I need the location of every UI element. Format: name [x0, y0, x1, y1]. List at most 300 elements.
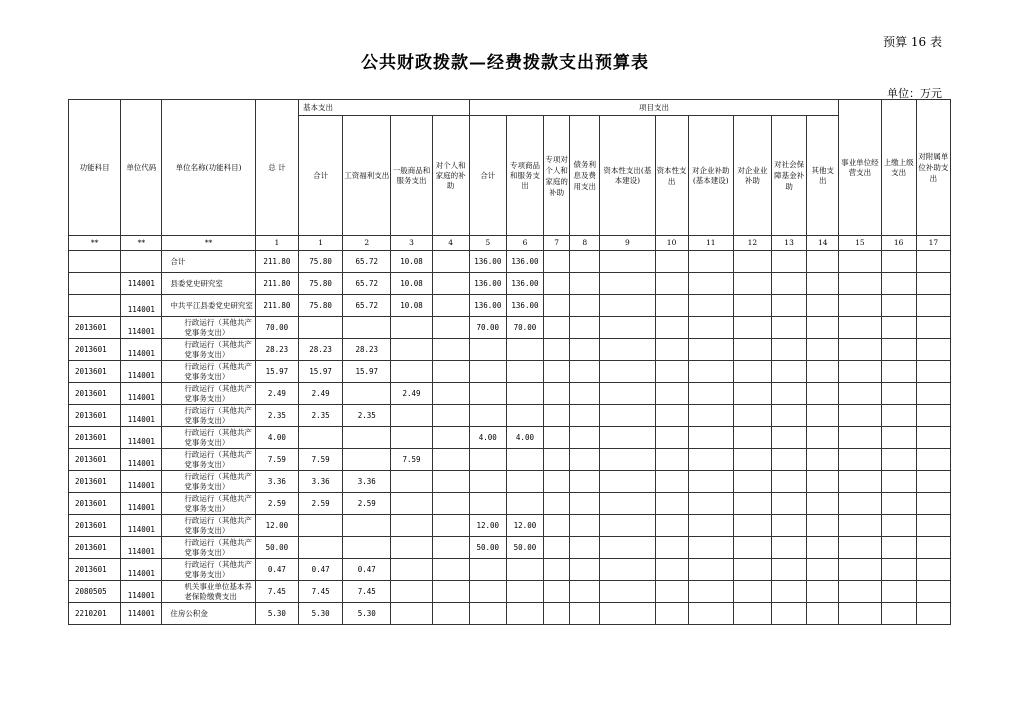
personal-cell — [432, 427, 469, 449]
unit-code-cell — [121, 251, 162, 273]
wages-cell — [343, 317, 391, 339]
empty-cell — [916, 405, 950, 427]
empty-cell — [570, 493, 600, 515]
empty-cell — [807, 537, 839, 559]
empty-cell — [881, 405, 916, 427]
goods-cell — [391, 361, 432, 383]
empty-cell — [916, 427, 950, 449]
func-subject-cell: 2013601 — [69, 339, 121, 361]
header-personal: 对个人和家庭的补助 — [432, 116, 469, 236]
empty-cell — [839, 493, 881, 515]
empty-cell — [600, 251, 655, 273]
empty-cell — [544, 383, 570, 405]
empty-cell — [544, 317, 570, 339]
basic-total-cell: 75.80 — [299, 295, 343, 317]
empty-cell — [688, 493, 733, 515]
empty-cell — [807, 581, 839, 603]
empty-cell — [881, 493, 916, 515]
basic-total-cell: 3.36 — [299, 471, 343, 493]
header-business: 事业单位经营支出 — [839, 100, 881, 236]
table-row — [69, 339, 951, 361]
empty-cell — [772, 361, 807, 383]
empty-cell — [570, 471, 600, 493]
empty-cell — [688, 603, 733, 625]
empty-cell — [733, 581, 771, 603]
unit-code-cell: 114001 — [121, 339, 162, 361]
index-cell: 16 — [881, 236, 916, 251]
goods-cell — [391, 537, 432, 559]
empty-cell — [655, 251, 688, 273]
header-affiliated: 对附属单位补助支出 — [916, 100, 950, 236]
goods-cell — [391, 317, 432, 339]
total-cell: 2.49 — [255, 383, 298, 405]
wages-cell — [343, 427, 391, 449]
empty-cell — [733, 449, 771, 471]
wages-cell: 7.45 — [343, 581, 391, 603]
table-row — [69, 493, 951, 515]
table-row — [69, 383, 951, 405]
personal-cell — [432, 515, 469, 537]
header-special-personal: 专项对个人和家庭的补助 — [544, 116, 570, 236]
empty-cell — [807, 317, 839, 339]
empty-cell — [807, 427, 839, 449]
empty-cell — [772, 603, 807, 625]
unit-code-cell: 114001 — [121, 295, 162, 317]
empty-cell — [839, 383, 881, 405]
empty-cell — [807, 339, 839, 361]
header-total: 总 计 — [255, 100, 298, 236]
special-goods-cell — [506, 471, 543, 493]
table-row — [69, 361, 951, 383]
func-subject-cell: 2013601 — [69, 383, 121, 405]
project-total-cell — [469, 493, 506, 515]
goods-cell: 10.08 — [391, 251, 432, 273]
empty-cell — [772, 339, 807, 361]
empty-cell — [688, 471, 733, 493]
empty-cell — [881, 471, 916, 493]
basic-total-cell: 75.80 — [299, 251, 343, 273]
index-cell: 13 — [772, 236, 807, 251]
empty-cell — [916, 273, 950, 295]
wages-cell — [343, 449, 391, 471]
unit-code-cell: 114001 — [121, 515, 162, 537]
table-row — [69, 603, 951, 625]
empty-cell — [544, 295, 570, 317]
empty-cell — [688, 405, 733, 427]
empty-cell — [570, 273, 600, 295]
index-cell: 17 — [916, 236, 950, 251]
empty-cell — [916, 449, 950, 471]
unit-code-cell: 114001 — [121, 603, 162, 625]
personal-cell — [432, 493, 469, 515]
header-unit-name: 单位名称(功能科目) — [162, 100, 255, 236]
empty-cell — [916, 251, 950, 273]
unit-name-cell: 行政运行（其他共产党事务支出） — [162, 405, 255, 427]
empty-cell — [839, 581, 881, 603]
empty-cell — [807, 295, 839, 317]
index-cell: 9 — [600, 236, 655, 251]
project-total-cell — [469, 339, 506, 361]
empty-cell — [600, 493, 655, 515]
index-cell: 2 — [343, 236, 391, 251]
empty-cell — [839, 537, 881, 559]
total-cell: 15.97 — [255, 361, 298, 383]
empty-cell — [655, 273, 688, 295]
header-basic-total: 合计 — [299, 116, 343, 236]
total-cell: 2.35 — [255, 405, 298, 427]
unit-name-cell: 合计 — [162, 251, 255, 273]
empty-cell — [544, 493, 570, 515]
basic-total-cell: 75.80 — [299, 273, 343, 295]
empty-cell — [839, 339, 881, 361]
unit-name-cell: 行政运行（其他共产党事务支出） — [162, 427, 255, 449]
empty-cell — [881, 603, 916, 625]
table-row — [69, 405, 951, 427]
empty-cell — [655, 537, 688, 559]
personal-cell — [432, 405, 469, 427]
index-row — [69, 236, 951, 251]
project-total-cell: 4.00 — [469, 427, 506, 449]
empty-cell — [570, 361, 600, 383]
empty-cell — [839, 603, 881, 625]
empty-cell — [733, 427, 771, 449]
personal-cell — [432, 295, 469, 317]
basic-total-cell — [299, 317, 343, 339]
empty-cell — [839, 405, 881, 427]
empty-cell — [733, 603, 771, 625]
unit-code-cell: 114001 — [121, 449, 162, 471]
goods-cell: 2.49 — [391, 383, 432, 405]
empty-cell — [807, 273, 839, 295]
special-goods-cell — [506, 581, 543, 603]
empty-cell — [733, 493, 771, 515]
personal-cell — [432, 317, 469, 339]
empty-cell — [916, 559, 950, 581]
unit-name-cell: 行政运行（其他共产党事务支出） — [162, 559, 255, 581]
empty-cell — [655, 559, 688, 581]
index-cell: 14 — [807, 236, 839, 251]
special-goods-cell: 4.00 — [506, 427, 543, 449]
empty-cell — [881, 449, 916, 471]
empty-cell — [807, 515, 839, 537]
index-cell: 15 — [839, 236, 881, 251]
empty-cell — [570, 559, 600, 581]
empty-cell — [570, 449, 600, 471]
total-cell: 211.80 — [255, 273, 298, 295]
empty-cell — [544, 427, 570, 449]
empty-cell — [839, 251, 881, 273]
empty-cell — [570, 317, 600, 339]
func-subject-cell: 2080505 — [69, 581, 121, 603]
empty-cell — [733, 471, 771, 493]
special-goods-cell — [506, 559, 543, 581]
empty-cell — [733, 383, 771, 405]
goods-cell — [391, 471, 432, 493]
table-row — [69, 251, 951, 273]
empty-cell — [839, 515, 881, 537]
empty-cell — [544, 251, 570, 273]
wages-cell: 2.59 — [343, 493, 391, 515]
unit-name-cell: 行政运行（其他共产党事务支出） — [162, 537, 255, 559]
page-title: 公共财政拨款—经费拨款支出预算表 — [361, 53, 649, 73]
empty-cell — [807, 251, 839, 273]
project-total-cell: 50.00 — [469, 537, 506, 559]
empty-cell — [655, 603, 688, 625]
empty-cell — [881, 295, 916, 317]
special-goods-cell: 136.00 — [506, 273, 543, 295]
total-cell: 28.23 — [255, 339, 298, 361]
special-goods-cell — [506, 493, 543, 515]
empty-cell — [655, 581, 688, 603]
empty-cell — [772, 427, 807, 449]
empty-cell — [544, 515, 570, 537]
empty-cell — [600, 603, 655, 625]
basic-total-cell — [299, 515, 343, 537]
total-cell: 12.00 — [255, 515, 298, 537]
empty-cell — [570, 405, 600, 427]
goods-cell — [391, 559, 432, 581]
index-cell: 5 — [469, 236, 506, 251]
basic-total-cell — [299, 427, 343, 449]
unit-code-cell: 114001 — [121, 581, 162, 603]
basic-total-cell: 5.30 — [299, 603, 343, 625]
personal-cell — [432, 273, 469, 295]
empty-cell — [600, 383, 655, 405]
empty-cell — [600, 405, 655, 427]
empty-cell — [881, 361, 916, 383]
empty-cell — [688, 251, 733, 273]
special-goods-cell — [506, 383, 543, 405]
empty-cell — [772, 471, 807, 493]
index-cell: 1 — [255, 236, 298, 251]
func-subject-cell: 2013601 — [69, 515, 121, 537]
project-total-cell — [469, 603, 506, 625]
empty-cell — [807, 493, 839, 515]
empty-cell — [655, 361, 688, 383]
func-subject-cell — [69, 295, 121, 317]
empty-cell — [807, 361, 839, 383]
form-number: 预算 16 表 — [883, 35, 942, 49]
empty-cell — [916, 471, 950, 493]
empty-cell — [881, 273, 916, 295]
basic-total-cell: 15.97 — [299, 361, 343, 383]
unit-name-cell: 机关事业单位基本养老保险缴费支出 — [162, 581, 255, 603]
empty-cell — [807, 383, 839, 405]
empty-cell — [772, 559, 807, 581]
empty-cell — [916, 581, 950, 603]
personal-cell — [432, 559, 469, 581]
empty-cell — [916, 383, 950, 405]
basic-total-cell: 28.23 — [299, 339, 343, 361]
goods-cell — [391, 405, 432, 427]
basic-total-cell: 2.59 — [299, 493, 343, 515]
func-subject-cell — [69, 251, 121, 273]
project-total-cell — [469, 559, 506, 581]
empty-cell — [772, 449, 807, 471]
unit-name-cell: 行政运行（其他共产党事务支出） — [162, 471, 255, 493]
total-cell: 7.45 — [255, 581, 298, 603]
unit-code-cell: 114001 — [121, 427, 162, 449]
empty-cell — [544, 471, 570, 493]
table-row — [69, 449, 951, 471]
empty-cell — [916, 493, 950, 515]
empty-cell — [570, 295, 600, 317]
header-other: 其他支出 — [807, 116, 839, 236]
total-cell: 0.47 — [255, 559, 298, 581]
empty-cell — [655, 449, 688, 471]
empty-cell — [733, 317, 771, 339]
basic-total-cell — [299, 537, 343, 559]
empty-cell — [655, 405, 688, 427]
wages-cell — [343, 537, 391, 559]
empty-cell — [655, 515, 688, 537]
table-row — [69, 295, 951, 317]
goods-cell — [391, 515, 432, 537]
project-total-cell — [469, 471, 506, 493]
index-cell: 12 — [733, 236, 771, 251]
empty-cell — [881, 515, 916, 537]
empty-cell — [600, 515, 655, 537]
header-enterprise: 对企业业补助 — [733, 116, 771, 236]
header-project-total: 合计 — [469, 116, 506, 236]
empty-cell — [881, 581, 916, 603]
wages-cell: 3.36 — [343, 471, 391, 493]
basic-total-cell: 2.35 — [299, 405, 343, 427]
special-goods-cell — [506, 603, 543, 625]
empty-cell — [600, 339, 655, 361]
empty-cell — [881, 537, 916, 559]
empty-cell — [772, 537, 807, 559]
empty-cell — [772, 581, 807, 603]
project-total-cell: 136.00 — [469, 251, 506, 273]
func-subject-cell: 2210201 — [69, 603, 121, 625]
header-func-subject: 功能科目 — [69, 100, 121, 236]
empty-cell — [600, 361, 655, 383]
personal-cell — [432, 383, 469, 405]
total-cell: 7.59 — [255, 449, 298, 471]
personal-cell — [432, 471, 469, 493]
basic-total-cell: 2.49 — [299, 383, 343, 405]
total-cell: 70.00 — [255, 317, 298, 339]
header-special-goods: 专项商品和服务支出 — [506, 116, 543, 236]
header-debt: 债务利息及费用支出 — [570, 116, 600, 236]
func-subject-cell — [69, 273, 121, 295]
unit-code-cell: 114001 — [121, 471, 162, 493]
personal-cell — [432, 581, 469, 603]
unit-name-cell: 行政运行（其他共产党事务支出） — [162, 493, 255, 515]
empty-cell — [916, 295, 950, 317]
empty-cell — [916, 537, 950, 559]
unit-code-cell: 114001 — [121, 273, 162, 295]
func-subject-cell: 2013601 — [69, 405, 121, 427]
project-total-cell: 136.00 — [469, 295, 506, 317]
empty-cell — [688, 295, 733, 317]
unit-code-cell: 114001 — [121, 383, 162, 405]
goods-cell — [391, 427, 432, 449]
empty-cell — [839, 559, 881, 581]
func-subject-cell: 2013601 — [69, 317, 121, 339]
personal-cell — [432, 361, 469, 383]
empty-cell — [881, 559, 916, 581]
wages-cell — [343, 515, 391, 537]
header-goods: 一般商品和服务支出 — [391, 116, 432, 236]
func-subject-cell: 2013601 — [69, 559, 121, 581]
project-total-cell — [469, 405, 506, 427]
unit-name-cell: 行政运行（其他共产党事务支出） — [162, 383, 255, 405]
empty-cell — [772, 405, 807, 427]
project-total-cell — [469, 449, 506, 471]
empty-cell — [733, 537, 771, 559]
personal-cell — [432, 251, 469, 273]
empty-cell — [570, 515, 600, 537]
special-goods-cell: 12.00 — [506, 515, 543, 537]
empty-cell — [916, 317, 950, 339]
goods-cell — [391, 581, 432, 603]
total-cell: 211.80 — [255, 251, 298, 273]
empty-cell — [916, 361, 950, 383]
index-cell: 7 — [544, 236, 570, 251]
special-goods-cell: 70.00 — [506, 317, 543, 339]
special-goods-cell — [506, 339, 543, 361]
empty-cell — [688, 317, 733, 339]
empty-cell — [839, 449, 881, 471]
empty-cell — [772, 251, 807, 273]
unit-name-cell: 行政运行（其他共产党事务支出） — [162, 515, 255, 537]
unit-name-cell: 行政运行（其他共产党事务支出） — [162, 361, 255, 383]
empty-cell — [655, 471, 688, 493]
empty-cell — [570, 537, 600, 559]
wages-cell: 65.72 — [343, 273, 391, 295]
empty-cell — [807, 405, 839, 427]
empty-cell — [570, 339, 600, 361]
empty-cell — [570, 603, 600, 625]
empty-cell — [839, 427, 881, 449]
empty-cell — [544, 559, 570, 581]
total-cell: 2.59 — [255, 493, 298, 515]
wages-cell — [343, 383, 391, 405]
empty-cell — [881, 383, 916, 405]
empty-cell — [916, 515, 950, 537]
empty-cell — [733, 251, 771, 273]
empty-cell — [733, 405, 771, 427]
empty-cell — [600, 295, 655, 317]
personal-cell — [432, 449, 469, 471]
empty-cell — [807, 603, 839, 625]
empty-cell — [600, 449, 655, 471]
table-row — [69, 559, 951, 581]
total-cell: 5.30 — [255, 603, 298, 625]
header-enterprise-basic: 对企业补助(基本建设) — [688, 116, 733, 236]
project-total-cell — [469, 383, 506, 405]
special-goods-cell — [506, 405, 543, 427]
index-cell: 3 — [391, 236, 432, 251]
unit-code-cell: 114001 — [121, 537, 162, 559]
header-basic-group: 基本支出 — [299, 100, 470, 116]
unit-name-cell: 住房公积金 — [162, 603, 255, 625]
basic-total-cell: 7.59 — [299, 449, 343, 471]
table-row — [69, 317, 951, 339]
empty-cell — [733, 295, 771, 317]
index-cell: 11 — [688, 236, 733, 251]
project-total-cell: 12.00 — [469, 515, 506, 537]
empty-cell — [772, 273, 807, 295]
empty-cell — [881, 251, 916, 273]
empty-cell — [916, 603, 950, 625]
goods-cell — [391, 603, 432, 625]
empty-cell — [688, 273, 733, 295]
empty-cell — [688, 537, 733, 559]
index-cell: ** — [69, 236, 121, 251]
